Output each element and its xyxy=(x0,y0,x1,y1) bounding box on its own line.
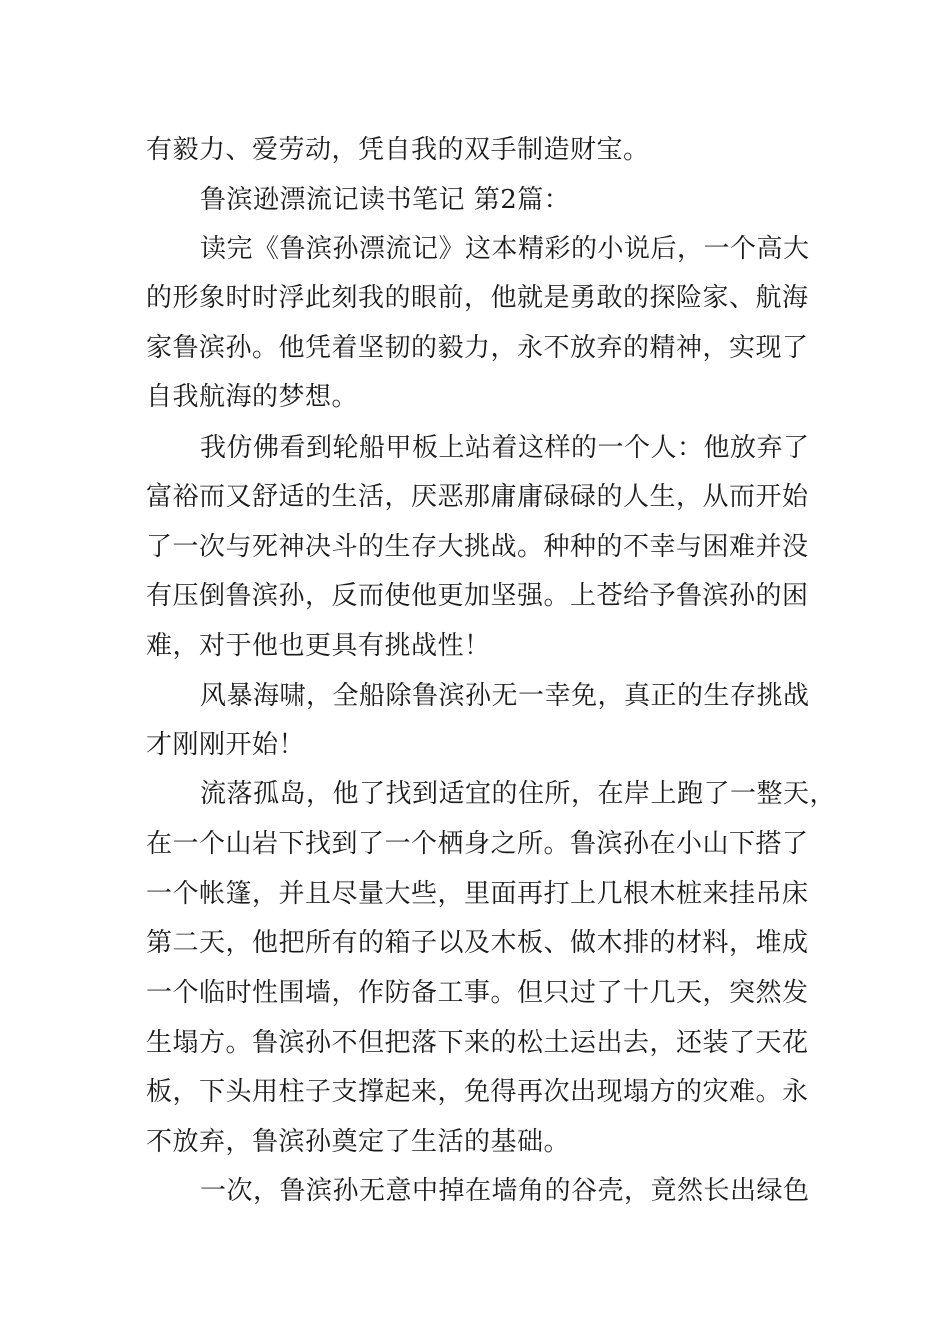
text-line-12: 风暴海啸，全船除鲁滨孙无一幸免，真正的生存挑战 xyxy=(200,681,810,711)
text-line-1: 有毅力、爱劳动，凭自我的双手制造财宝。 xyxy=(146,135,650,165)
text-line-21: 不放弃，鲁滨孙奠定了生活的基础。 xyxy=(146,1127,571,1157)
text-line-4: 的形象时时浮此刻我的眼前，他就是勇敢的探险家、航海 xyxy=(146,283,809,313)
text-line-16: 一个帐篷，并且尽量大些，里面再打上几根木桩来挂吊床 xyxy=(146,879,809,909)
text-line-20: 板，下头用柱子支撑起来，免得再次出现塌方的灾难。永 xyxy=(146,1077,809,1107)
text-line-9: 了一次与死神决斗的生存大挑战。种种的不幸与困难并没 xyxy=(146,532,809,562)
text-line-17: 第二天，他把所有的箱子以及木板、做木排的材料，堆成 xyxy=(146,928,809,958)
section-heading: 鲁滨逊漂流记读书笔记 第2篇： xyxy=(200,185,571,215)
text-line-8: 富裕而又舒适的生活，厌恶那庸庸碌碌的人生，从而开始 xyxy=(146,482,809,512)
text-line-3: 读完《鲁滨孙漂流记》这本精彩的小说后，一个高大 xyxy=(200,234,810,264)
text-line-11: 难，对于他也更具有挑战性！ xyxy=(146,631,491,661)
text-line-7: 我仿佛看到轮船甲板上站着这样的一个人：他放弃了 xyxy=(200,433,810,463)
text-line-15: 在一个山岩下找到了一个栖身之所。鲁滨孙在小山下搭了 xyxy=(146,829,809,859)
text-line-10: 有压倒鲁滨孙，反而使他更加坚强。上苍给予鲁滨孙的困 xyxy=(146,581,809,611)
text-line-19: 生塌方。鲁滨孙不但把落下来的松土运出去，还装了天花 xyxy=(146,1028,809,1058)
text-line-5: 家鲁滨孙。他凭着坚韧的毅力，永不放弃的精神，实现了 xyxy=(146,333,809,363)
text-line-22: 一次，鲁滨孙无意中掉在墙角的谷壳，竟然长出绿色 xyxy=(200,1176,810,1206)
text-line-18: 一个临时性围墙，作防备工事。但只过了十几天，突然发 xyxy=(146,978,809,1008)
text-line-6: 自我航海的梦想。 xyxy=(146,382,359,412)
text-line-13: 才刚刚开始！ xyxy=(146,730,306,760)
text-line-14: 流落孤岛，他了找到适宜的住所，在岸上跑了一整天， xyxy=(200,779,837,809)
